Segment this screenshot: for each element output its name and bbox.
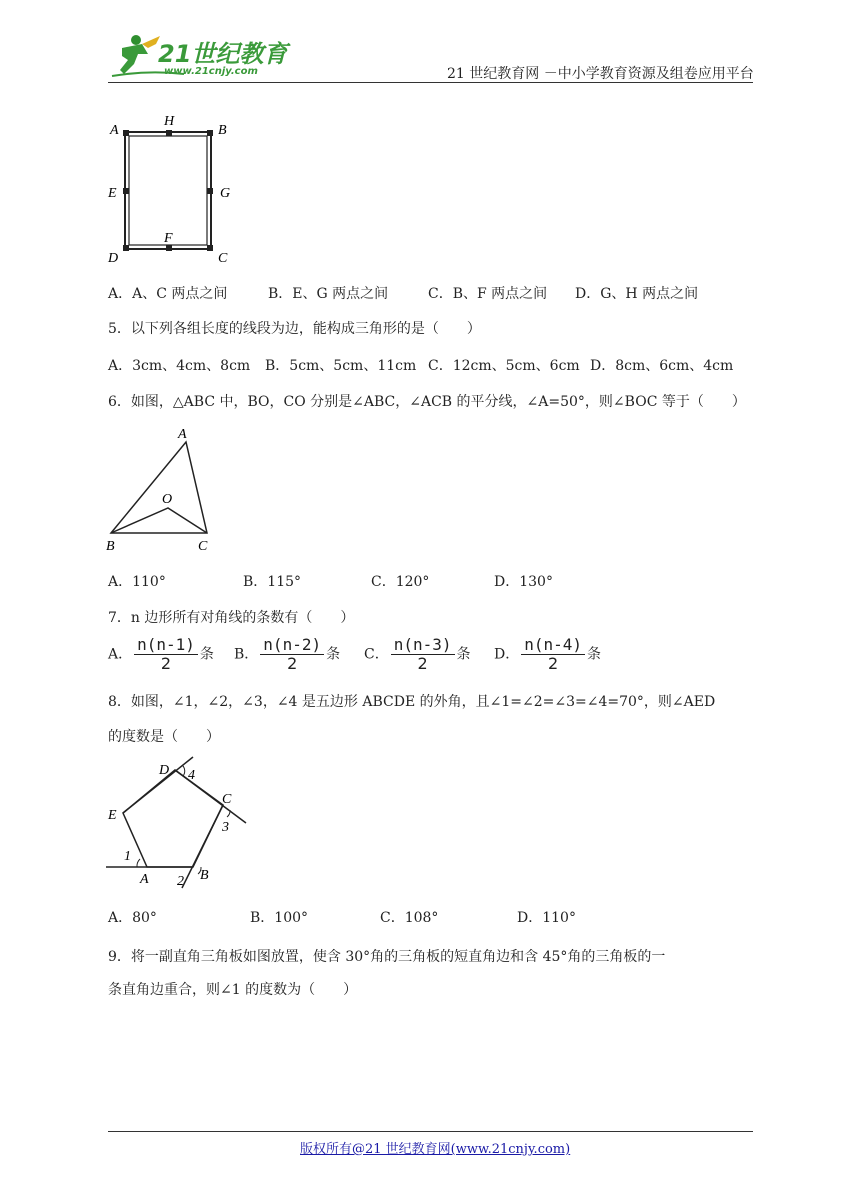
q8-text-line2: 的度数是（ ） <box>108 729 220 745</box>
label-A: A <box>140 872 149 887</box>
q4-option-b[interactable]: B．E、G 两点之间 <box>268 286 389 302</box>
q7-option-a[interactable] <box>108 636 214 673</box>
fraction <box>134 636 198 673</box>
numerator: n(n-3) <box>391 636 455 655</box>
pentagon-figure <box>100 755 260 895</box>
q5-option-d[interactable]: D．8cm、6cm、4cm <box>590 358 734 374</box>
q6-option-b[interactable]: B．115° <box>243 574 302 590</box>
q5-option-b[interactable]: B．5cm、5cm、11cm <box>265 358 417 374</box>
q5-option-a[interactable]: A．3cm、4cm、8cm <box>108 358 251 374</box>
option-suffix: 条 <box>456 646 471 663</box>
label-A: A <box>178 427 187 442</box>
footer-copyright-link[interactable]: 版权所有@21 世纪教育网(www.21cnjy.com) <box>300 1142 571 1157</box>
label-G: G <box>220 186 231 201</box>
q7-option-d[interactable] <box>494 636 601 673</box>
logo-title: 21世纪教育 <box>158 40 288 68</box>
site-logo <box>108 30 288 80</box>
q7-option-b[interactable] <box>234 636 340 673</box>
denominator: 2 <box>548 654 559 673</box>
fraction <box>521 636 585 673</box>
q6-option-d[interactable]: D．130° <box>494 574 553 590</box>
q8-option-d[interactable]: D．110° <box>517 910 576 926</box>
header-divider <box>108 82 753 83</box>
label-C: C <box>222 792 232 807</box>
option-suffix: 条 <box>199 646 214 663</box>
label-C: C <box>218 251 228 266</box>
q4-option-a[interactable]: A．A、C 两点之间 <box>108 286 228 302</box>
q8-option-c[interactable]: C．108° <box>380 910 439 926</box>
q6-option-a[interactable]: A．110° <box>108 574 166 590</box>
option-prefix: A． <box>108 646 133 663</box>
q7-text: 7．n 边形所有对角线的条数有（ ） <box>108 610 355 626</box>
label-angle-4: 4 <box>188 768 195 783</box>
option-suffix: 条 <box>326 646 341 663</box>
label-B: B <box>218 123 227 138</box>
q4-option-c[interactable]: C．B、F 两点之间 <box>428 286 548 302</box>
numerator: n(n-4) <box>521 636 585 655</box>
rectangle-figure <box>100 108 250 268</box>
fraction <box>260 636 324 673</box>
q8-text-line1: 8．如图，∠1，∠2，∠3，∠4 是五边形 ABCDE 的外角，且∠1=∠2=∠3=∠4=70°，则∠AED <box>108 694 716 710</box>
q9-text-line1: 9．将一副直角三角板如图放置，使含 30°角的三角板的短直角边和含 45°角的三角板的一 <box>108 949 666 965</box>
denominator: 2 <box>417 654 428 673</box>
q8-option-b[interactable]: B．100° <box>250 910 309 926</box>
label-O: O <box>162 492 173 507</box>
numerator: n(n-2) <box>260 636 324 655</box>
label-F: F <box>164 231 173 246</box>
label-angle-3: 3 <box>222 820 229 835</box>
fraction <box>391 636 455 673</box>
denominator: 2 <box>287 654 298 673</box>
label-D: D <box>159 763 170 778</box>
q6-text: 6．如图，△ABC 中，BO，CO 分别是∠ABC，∠ACB 的平分线，∠A=50°，则∠BOC 等于（ ） <box>108 394 746 410</box>
triangle-figure <box>100 420 230 560</box>
label-B: B <box>200 868 209 883</box>
label-H: H <box>164 114 175 129</box>
footer-divider <box>108 1131 753 1132</box>
q5-option-c[interactable]: C．12cm、5cm、6cm <box>428 358 580 374</box>
label-D: D <box>108 251 119 266</box>
header-tagline: 21 世纪教育网 －中小学教育资源及组卷应用平台 <box>447 66 754 82</box>
label-E: E <box>108 186 117 201</box>
option-prefix: C． <box>364 646 389 663</box>
q7-option-c[interactable] <box>364 636 471 673</box>
q4-option-d[interactable]: D．G、H 两点之间 <box>575 286 699 302</box>
q5-text: 5．以下列各组长度的线段为边，能构成三角形的是（ ） <box>108 321 481 337</box>
numerator: n(n-1) <box>134 636 198 655</box>
label-C: C <box>198 539 208 554</box>
label-B: B <box>106 539 115 554</box>
option-prefix: B． <box>234 646 259 663</box>
option-prefix: D． <box>494 646 520 663</box>
label-E: E <box>108 808 117 823</box>
logo-url: www.21cnjy.com <box>164 66 258 77</box>
label-angle-2: 2 <box>177 874 184 889</box>
label-angle-1: 1 <box>124 849 131 864</box>
q6-option-c[interactable]: C．120° <box>371 574 430 590</box>
denominator: 2 <box>160 654 172 673</box>
label-A: A <box>110 123 119 138</box>
q9-text-line2: 条直角边重合，则∠1 的度数为（ ） <box>108 982 358 998</box>
option-suffix: 条 <box>587 646 602 663</box>
q8-option-a[interactable]: A．80° <box>108 910 157 926</box>
